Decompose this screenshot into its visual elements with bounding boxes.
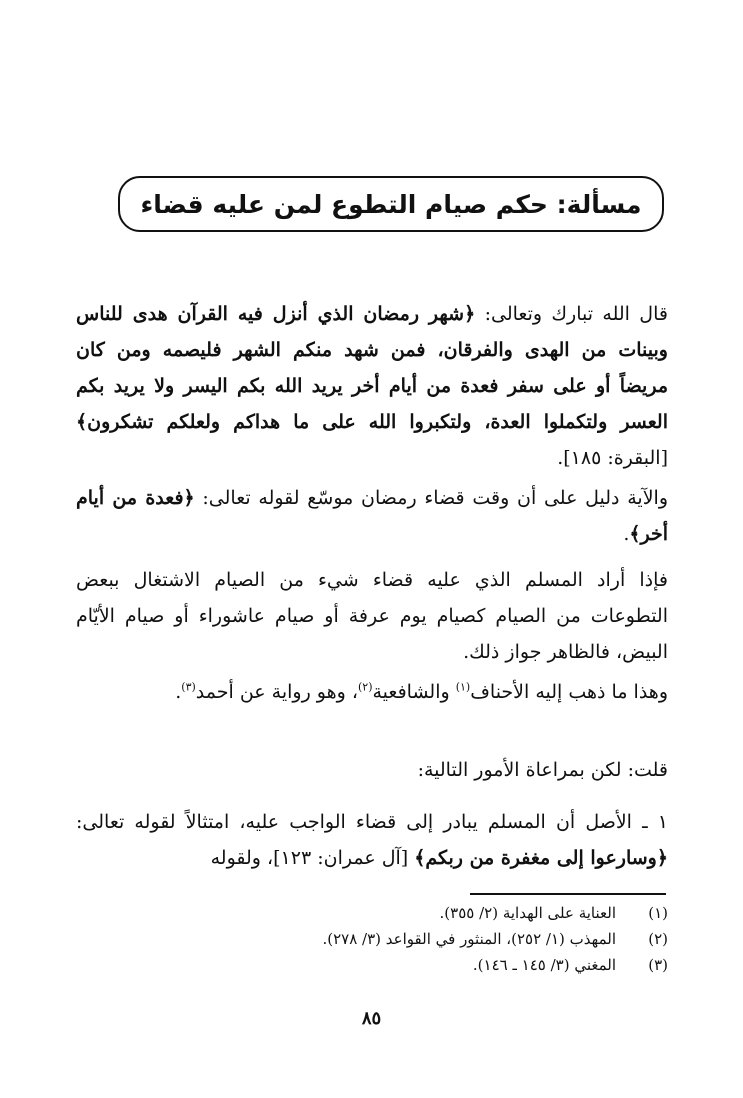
section-title-box: [118, 176, 664, 232]
paragraph-1: [76, 296, 668, 476]
page-number: ٨٥: [361, 1008, 382, 1029]
p6-part-a: ١ ـ الأصل أن المسلم يبادر إلى قضاء الواجب عليه، امتثالاً لقوله تعالى:: [76, 811, 668, 833]
footnote-text: العناية على الهداية (٢/ ٣٥٥).: [439, 904, 616, 922]
footnote-2: [76, 926, 668, 952]
footnote-1: [76, 900, 668, 926]
footnote-text: المغني (٣/ ١٤٥ ـ ١٤٦).: [472, 956, 616, 974]
paragraph-4: [76, 674, 668, 710]
quran-verse-2: ﴿فعدة من أيام أخر﴾: [76, 487, 668, 545]
footnote-text: المهذب (١/ ٢٥٢)، المنثور في القواعد (٣/ ٢٧٨).: [322, 930, 616, 948]
p4-part-d: .: [175, 681, 182, 703]
p2-end: .: [623, 523, 630, 545]
paragraph-5: قلت: لكن بمراعاة الأمور التالية:: [417, 759, 668, 781]
footnote-number: (٣): [648, 956, 668, 974]
footnote-3: [76, 952, 668, 978]
paragraph-6: [76, 804, 668, 876]
footnote-number: (٢): [648, 930, 668, 948]
p6-part-b: [آل عمران: ١٢٣]، ولقوله: [210, 847, 415, 869]
verse-reference-1: [البقرة: ١٨٥].: [557, 447, 668, 469]
footnote-number: (١): [648, 904, 668, 922]
paragraph-3: فإذا أراد المسلم الذي عليه قضاء شيء من الصيام الاشتغال ببعض التطوعات من الصيام كصيام يوم عرفة أو صيام عاشوراء أو صيام الأيّام البيض، فالظاهر جواز ذلك.: [76, 569, 668, 663]
footnote-divider: [470, 893, 666, 895]
p2-text: والآية دليل على أن وقت قضاء رمضان موسّع لقوله تعالى:: [194, 487, 668, 509]
p4-part-c: ، وهو رواية عن أحمد: [195, 681, 358, 703]
quran-verse-1: ﴿شهر رمضان الذي أنزل فيه القرآن هدى للناس وبينات من الهدى والفرقان، فمن شهد منكم الشهر فليصمه ومن كان مريضاً أو على سفر فعدة من أيام أخر يريد الله بكم اليسر ولا يريد بكم العسر ولتكملوا العدة، ولتكبروا الله على ما هداكم ولعلكم تشكرون﴾: [76, 303, 668, 433]
footnote-ref-2: (٢): [357, 680, 373, 694]
footnote-ref-3: (٣): [181, 680, 196, 694]
footnote-ref-1: (١): [455, 680, 471, 694]
section-title: مسألة: حكم صيام التطوع لمن عليه قضاء: [140, 189, 642, 219]
p1-intro: قال الله تبارك وتعالى:: [475, 303, 668, 325]
p4-part-b: والشافعية: [372, 681, 456, 703]
footnotes: [76, 900, 668, 978]
paragraph-2: [76, 480, 668, 552]
quran-verse-3: ﴿وسارعوا إلى مغفرة من ربكم﴾: [414, 847, 668, 869]
p4-part-a: وهذا ما ذهب إليه الأحناف: [470, 681, 668, 703]
